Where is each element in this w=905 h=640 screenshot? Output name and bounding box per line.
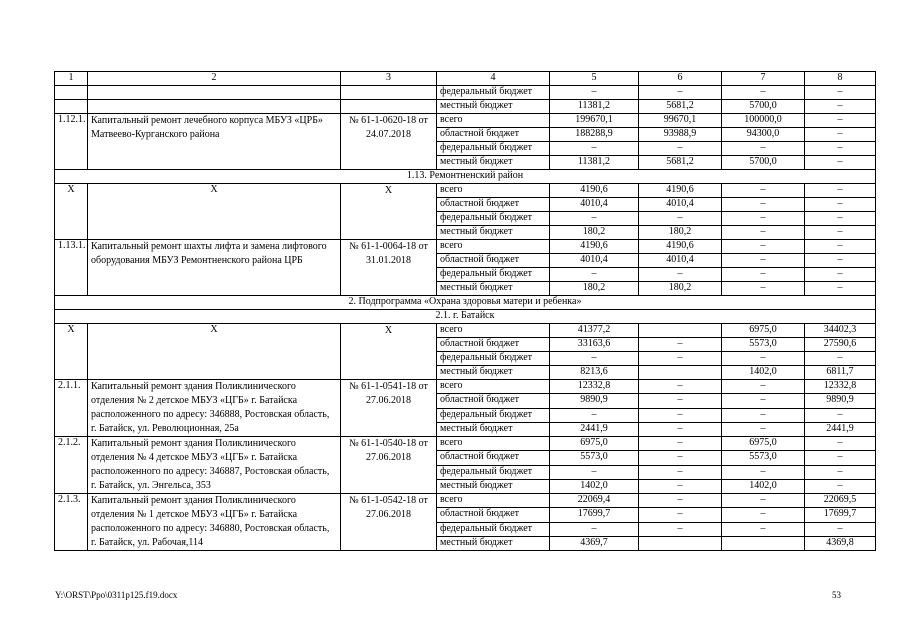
amount-cell: 4369,8 <box>805 536 876 550</box>
expertise-number: № 61-1-0542-18 от 27.06.2018 <box>341 494 437 551</box>
amount-cell: – <box>639 422 722 436</box>
amount-cell: 22069,5 <box>805 494 876 508</box>
amount-cell: 1402,0 <box>722 479 805 493</box>
table-cell: 5681,2 <box>639 100 722 114</box>
amount-cell: 12332,8 <box>550 380 639 394</box>
amount-cell: 99670,1 <box>639 114 722 128</box>
table-cell <box>341 86 437 100</box>
amount-cell: 5700,0 <box>722 156 805 170</box>
column-header: 2 <box>88 72 341 86</box>
amount-cell: – <box>639 380 722 394</box>
amount-cell: 180,2 <box>639 226 722 240</box>
table-cell: – <box>805 100 876 114</box>
amount-cell: 4190,6 <box>639 240 722 254</box>
amount-cell: 6811,7 <box>805 366 876 380</box>
amount-cell: 17699,7 <box>805 508 876 522</box>
amount-cell: 27590,6 <box>805 338 876 352</box>
amount-cell: 1402,0 <box>550 479 639 493</box>
amount-cell: – <box>639 508 722 522</box>
amount-cell: – <box>722 380 805 394</box>
amount-cell: 93988,9 <box>639 128 722 142</box>
item-description: Капитальный ремонт здания Поликлинического отделения № 4 детское МБУЗ «ЦГБ» г. Батайска расположенного по адресу: 346887, Ростовская область, г. Батайск, ул. Энгельса, 353 <box>88 437 341 494</box>
budget-source: местный бюджет <box>437 156 550 170</box>
amount-cell: – <box>722 494 805 508</box>
budget-source: областной бюджет <box>437 254 550 268</box>
column-header: 6 <box>639 72 722 86</box>
amount-cell: – <box>805 451 876 465</box>
amount-cell: 4190,6 <box>639 184 722 198</box>
table-cell: 11381,2 <box>550 100 639 114</box>
amount-cell: – <box>722 184 805 198</box>
budget-source: федеральный бюджет <box>437 142 550 156</box>
amount-cell: 11381,2 <box>550 156 639 170</box>
item-number: 2.1.1. <box>55 380 88 437</box>
amount-cell: – <box>639 408 722 422</box>
amount-cell: – <box>639 268 722 282</box>
amount-cell: – <box>722 508 805 522</box>
table-row <box>55 380 876 394</box>
amount-cell: – <box>805 156 876 170</box>
amount-cell: – <box>550 522 639 536</box>
amount-cell: – <box>550 352 639 366</box>
table-header-row <box>55 72 876 86</box>
amount-cell: – <box>722 465 805 479</box>
amount-cell: – <box>550 142 639 156</box>
item-description: Капитальный ремонт здания Поликлинического отделения № 1 детское МБУЗ «ЦГБ» г. Батайска расположенного по адресу: 346880, Ростовская область, г. Батайск, ул. Рабочая,114 <box>88 494 341 551</box>
budget-source: местный бюджет <box>437 282 550 296</box>
amount-cell: – <box>722 282 805 296</box>
budget-source: областной бюджет <box>437 198 550 212</box>
amount-cell: – <box>639 451 722 465</box>
expertise-number: Х <box>341 184 437 240</box>
amount-cell: – <box>722 522 805 536</box>
amount-cell: – <box>805 465 876 479</box>
item-number: Х <box>55 184 88 240</box>
amount-cell: 8213,6 <box>550 366 639 380</box>
amount-cell <box>639 324 722 338</box>
section-row <box>55 170 876 184</box>
budget-source: областной бюджет <box>437 338 550 352</box>
amount-cell: 199670,1 <box>550 114 639 128</box>
budget-source: федеральный бюджет <box>437 212 550 226</box>
budget-source: местный бюджет <box>437 366 550 380</box>
budget-source: местный бюджет <box>437 536 550 550</box>
budget-source: федеральный бюджет <box>437 522 550 536</box>
table-cell: – <box>639 86 722 100</box>
amount-cell: 6975,0 <box>722 324 805 338</box>
amount-cell: – <box>805 352 876 366</box>
amount-cell: – <box>805 184 876 198</box>
section-row <box>55 310 876 324</box>
table-cell <box>88 86 341 100</box>
expertise-number: № 61-1-0540-18 от 27.06.2018 <box>341 437 437 494</box>
table-cell: местный бюджет <box>437 100 550 114</box>
budget-source: всего <box>437 240 550 254</box>
column-header: 1 <box>55 72 88 86</box>
budget-table <box>54 71 876 551</box>
amount-cell: 5681,2 <box>639 156 722 170</box>
item-description: Капитальный ремонт лечебного корпуса МБУЗ «ЦРБ» Матвеево-Курганского района <box>88 114 341 170</box>
amount-cell: – <box>722 352 805 366</box>
amount-cell: – <box>639 437 722 451</box>
amount-cell: – <box>722 212 805 226</box>
item-description: Капитальный ремонт здания Поликлинического отделения № 2 детское МБУЗ «ЦГБ» г. Батайска расположенного по адресу: 346888, Ростовская область, г. Батайск, ул. Революционная, 25а <box>88 380 341 437</box>
column-header: 7 <box>722 72 805 86</box>
amount-cell: – <box>805 254 876 268</box>
amount-cell: 180,2 <box>550 226 639 240</box>
amount-cell: 4010,4 <box>639 198 722 212</box>
amount-cell <box>639 366 722 380</box>
amount-cell: – <box>805 114 876 128</box>
budget-source: всего <box>437 324 550 338</box>
budget-source: федеральный бюджет <box>437 465 550 479</box>
amount-cell: – <box>805 240 876 254</box>
amount-cell: 188288,9 <box>550 128 639 142</box>
amount-cell: 4190,6 <box>550 240 639 254</box>
budget-source: всего <box>437 114 550 128</box>
amount-cell: 4369,7 <box>550 536 639 550</box>
amount-cell: – <box>639 352 722 366</box>
amount-cell: – <box>639 494 722 508</box>
item-number: Х <box>55 324 88 380</box>
amount-cell: – <box>805 522 876 536</box>
amount-cell: – <box>722 268 805 282</box>
amount-cell: – <box>639 465 722 479</box>
expertise-number: № 61-1-0620-18 от 24.07.2018 <box>341 114 437 170</box>
amount-cell: 12332,8 <box>805 380 876 394</box>
amount-cell: 100000,0 <box>722 114 805 128</box>
amount-cell: – <box>805 408 876 422</box>
amount-cell: – <box>639 522 722 536</box>
amount-cell: 180,2 <box>550 282 639 296</box>
section-title: 1.13. Ремонтненский район <box>55 170 876 184</box>
item-number: 2.1.2. <box>55 437 88 494</box>
budget-source: областной бюджет <box>437 508 550 522</box>
amount-cell: 180,2 <box>639 282 722 296</box>
budget-source: федеральный бюджет <box>437 352 550 366</box>
table-cell <box>88 100 341 114</box>
budget-source: областной бюджет <box>437 394 550 408</box>
amount-cell: – <box>722 198 805 212</box>
table-cell: – <box>805 86 876 100</box>
item-number: 1.12.1. <box>55 114 88 170</box>
table-cell: 5700,0 <box>722 100 805 114</box>
table-row <box>55 324 876 338</box>
budget-source: всего <box>437 184 550 198</box>
budget-source: областной бюджет <box>437 451 550 465</box>
budget-source: местный бюджет <box>437 226 550 240</box>
table-row <box>55 114 876 128</box>
amount-cell: – <box>722 142 805 156</box>
amount-cell <box>722 536 805 550</box>
section-title: 2.1. г. Батайск <box>55 310 876 324</box>
amount-cell: – <box>722 408 805 422</box>
column-header: 8 <box>805 72 876 86</box>
amount-cell: – <box>722 240 805 254</box>
amount-cell: – <box>722 254 805 268</box>
budget-source: областной бюджет <box>437 128 550 142</box>
amount-cell: – <box>722 394 805 408</box>
budget-source: федеральный бюджет <box>437 268 550 282</box>
table-cell <box>341 100 437 114</box>
amount-cell: 9890,9 <box>805 394 876 408</box>
budget-source: всего <box>437 494 550 508</box>
amount-cell: 4010,4 <box>550 254 639 268</box>
table-row <box>55 86 876 100</box>
amount-cell: 17699,7 <box>550 508 639 522</box>
expertise-number: № 61-1-0541-18 от 27.06.2018 <box>341 380 437 437</box>
amount-cell: 4010,4 <box>550 198 639 212</box>
amount-cell: – <box>550 465 639 479</box>
budget-source: местный бюджет <box>437 422 550 436</box>
table-row <box>55 437 876 451</box>
amount-cell: 1402,0 <box>722 366 805 380</box>
amount-cell: – <box>805 128 876 142</box>
amount-cell: 2441,9 <box>550 422 639 436</box>
amount-cell: – <box>550 212 639 226</box>
table-cell <box>55 100 88 114</box>
amount-cell: – <box>805 212 876 226</box>
amount-cell: – <box>805 282 876 296</box>
amount-cell <box>639 536 722 550</box>
item-description: Капитальный ремонт шахты лифта и замена лифтового оборудования МБУЗ Ремонтненского района ЦРБ <box>88 240 341 296</box>
item-description: Х <box>88 324 341 380</box>
page-number: 53 <box>832 590 841 600</box>
table-cell: – <box>550 86 639 100</box>
item-number: 2.1.3. <box>55 494 88 551</box>
amount-cell: 94300,0 <box>722 128 805 142</box>
amount-cell: – <box>805 226 876 240</box>
budget-source: местный бюджет <box>437 479 550 493</box>
amount-cell: 5573,0 <box>550 451 639 465</box>
amount-cell: – <box>805 198 876 212</box>
amount-cell: – <box>639 479 722 493</box>
table-row <box>55 184 876 198</box>
section-title: 2. Подпрограмма «Охрана здоровья матери и ребенка» <box>55 296 876 310</box>
amount-cell: 33163,6 <box>550 338 639 352</box>
amount-cell: – <box>550 268 639 282</box>
table-cell: федеральный бюджет <box>437 86 550 100</box>
amount-cell: – <box>722 422 805 436</box>
budget-source: всего <box>437 380 550 394</box>
amount-cell: – <box>805 437 876 451</box>
amount-cell: – <box>805 268 876 282</box>
amount-cell: – <box>639 212 722 226</box>
amount-cell: – <box>722 226 805 240</box>
table-row <box>55 240 876 254</box>
column-header: 3 <box>341 72 437 86</box>
amount-cell: – <box>805 142 876 156</box>
amount-cell: – <box>639 338 722 352</box>
column-header: 4 <box>437 72 550 86</box>
amount-cell: 6975,0 <box>722 437 805 451</box>
table-row <box>55 100 876 114</box>
item-description: Х <box>88 184 341 240</box>
section-row <box>55 296 876 310</box>
amount-cell: 5573,0 <box>722 451 805 465</box>
amount-cell: 2441,9 <box>805 422 876 436</box>
budget-source: всего <box>437 437 550 451</box>
amount-cell: 34402,3 <box>805 324 876 338</box>
item-number: 1.13.1. <box>55 240 88 296</box>
amount-cell: 6975,0 <box>550 437 639 451</box>
amount-cell: – <box>639 394 722 408</box>
file-path: Y:\ORST\Ppo\0311p125.f19.docx <box>55 590 178 600</box>
amount-cell: 5573,0 <box>722 338 805 352</box>
amount-cell: 22069,4 <box>550 494 639 508</box>
amount-cell: 9890,9 <box>550 394 639 408</box>
expertise-number: Х <box>341 324 437 380</box>
amount-cell: – <box>805 479 876 493</box>
budget-source: федеральный бюджет <box>437 408 550 422</box>
amount-cell: – <box>639 142 722 156</box>
table-cell: – <box>722 86 805 100</box>
expertise-number: № 61-1-0064-18 от 31.01.2018 <box>341 240 437 296</box>
amount-cell: 4010,4 <box>639 254 722 268</box>
amount-cell: 4190,6 <box>550 184 639 198</box>
amount-cell: – <box>550 408 639 422</box>
amount-cell: 41377,2 <box>550 324 639 338</box>
column-header: 5 <box>550 72 639 86</box>
table-cell <box>55 86 88 100</box>
table-row <box>55 494 876 508</box>
